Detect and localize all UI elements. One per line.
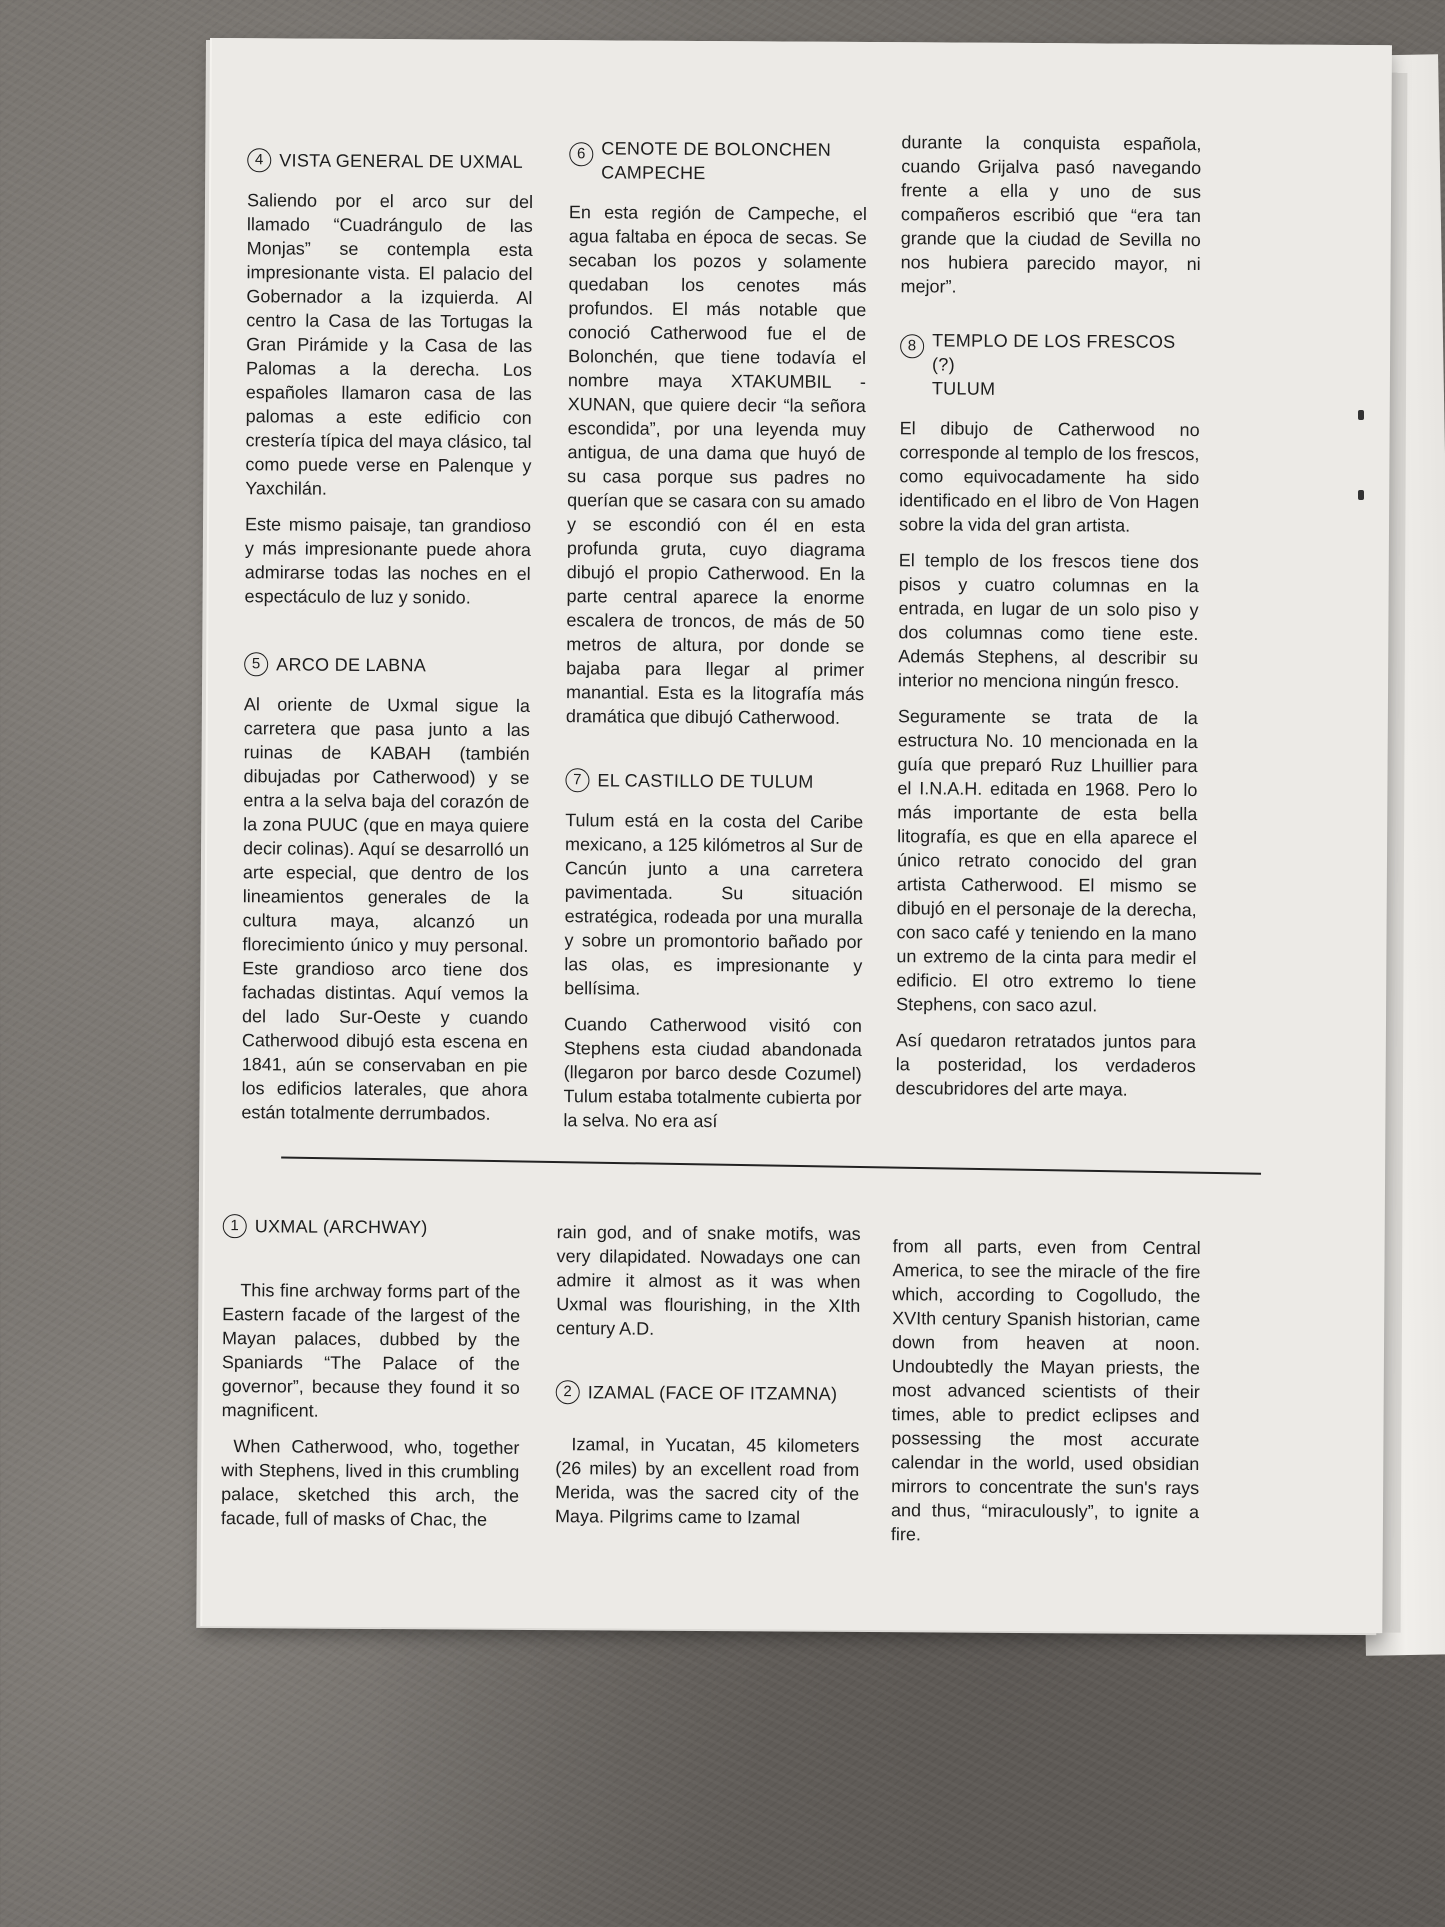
paragraph: rain god, and of snake motifs, was very dilapidated. Nowadays one can admire it almost as it was when Uxmal was flourishing, in the XIth century A.D. — [556, 1222, 861, 1339]
paragraph: Saliendo por el arco sur del llamado “Cuadrángulo de las Monjas” se contempla esta impresionante vista. El palacio del Gobernador a la izquierda. Al centro la Casa de las Tortugas la Gran Pirámide y la Casa de las Palomas a la derecha. Los españoles llamaron casa de las palomas a este edificio con crestería típica del maya clásico, tal como puede verse en Palenque y Yaxchilán. — [245, 190, 534, 499]
paragraph: En esta región de Campeche, el agua faltaba en época de secas. Se secaban los pozos y solamente quedaban los cenotes más profundos. El más notable que conoció Catherwood fue el de Bolonchén, que tiene todavía el nombre maya XTAKUMBIL - XUNAN, que quiere decir “la señora escondida”, por una leyenda muy antigua, de una dama que huyó de su casa porque sus padres no querían que se casara con su amado y se escondió con él en esta profunda gruta, cuyo diagrama dibujó el propio Catherwood. En la parte central aparece la enorme escalera de troncos, de más de 50 metros de altura, por donde se bajaba para llegar al primer manantial. Esta es la litografía más dramática que dibujó Catherwood. — [565, 202, 867, 728]
paragraph: Seguramente se trata de la estructura No. 10 mencionada en la guía que preparó Ruz Lhuillier para el I.N.A.H. editada en 1968. Pero lo más importante de esta bella litografía, es que en ella aparece el único retrato conocido del gran artista Catherwood. El mismo se dibujó en el personaje de la derecha, con saco café y teniendo en la mano un extremo de la cinta para medir el edificio. El otro extremo lo tiene Stephens, con saco azul. — [896, 706, 1198, 1016]
section-number-badge: 7 — [565, 768, 589, 792]
paragraph: This fine archway forms part of the Eastern facade of the largest of the Mayan palaces, dubbed by the Spaniards “The Palace of the governor”, because they found it so magnificent. — [221, 1280, 521, 1421]
section-number-badge: 6 — [569, 142, 593, 166]
binding-stitch — [1358, 410, 1364, 420]
section-title-line-1: TEMPLO DE LOS FRESCOS (?) — [931, 330, 1176, 375]
paragraph: Tulum está en la costa del Caribe mexicano, a 125 kilómetros al Sur de Cancún junto a una carretera pavimentada. Su situación estratégica, rodeada por una muralla y sobre un promontorio bañado por las olas, es impresionante y bellísima. — [564, 810, 864, 999]
top-column-2 — [563, 136, 867, 1146]
booklet-page — [202, 38, 1392, 1633]
paragraph: When Catherwood, who, together with Stephens, lived in this crumbling palace, sketched this arch, the facade, full of masks of Chac, the — [220, 1436, 520, 1530]
section-number-badge: 8 — [900, 334, 924, 358]
section-5-heading — [244, 652, 530, 678]
section-4-heading — [247, 148, 533, 174]
bottom-column-1 — [221, 1214, 521, 1544]
top-column-1 — [241, 148, 533, 1138]
section-title: VISTA GENERAL DE UXMAL — [279, 150, 523, 172]
section-title: ARCO DE LABNA — [276, 654, 427, 676]
bottom-column-3 — [891, 1234, 1201, 1560]
section-8-heading — [900, 328, 1200, 402]
section-number-badge: 2 — [556, 1380, 580, 1404]
section-7-heading — [565, 768, 863, 794]
section-title-line-1: CENOTE DE BOLONCHEN — [601, 138, 832, 160]
paragraph: El dibujo de Catherwood no corresponde al templo de los frescos, como equivocadamente ha sido identificado en el libro de Von Hagen sobre la vida del gran artista. — [898, 418, 1200, 536]
top-column-3 — [895, 130, 1201, 1114]
section-title: EL CASTILLO DE TULUM — [597, 770, 814, 792]
paragraph: Así quedaron retratados juntos para la posteridad, los verdaderos descubridores del arte maya. — [895, 1030, 1196, 1100]
section-number-badge: 1 — [223, 1214, 247, 1238]
section-6-heading — [569, 136, 867, 186]
bottom-column-2 — [555, 1220, 861, 1542]
binding-stitch — [1358, 490, 1364, 500]
section-number-badge: 4 — [247, 148, 271, 172]
section-number-badge: 5 — [244, 652, 268, 676]
paragraph: Cuando Catherwood visitó con Stephens esta ciudad abandonada (llegaron por barco desde Cozumel) Tulum estaba totalmente cubierta por la selva. No era así — [563, 1014, 863, 1132]
horizontal-divider — [281, 1156, 1261, 1174]
section-title: IZAMAL (FACE OF ITZAMNA) — [587, 1382, 838, 1404]
paragraph: Este mismo paisaje, tan grandioso y más impresionante puede ahora admirarse todas las noches en el espectáculo de luz y sonido. — [244, 514, 532, 608]
section-title-line-2: TULUM — [931, 378, 996, 399]
paragraph: Al oriente de Uxmal sigue la carretera que pasa junto a las ruinas de KABAH (también dibujadas por Catherwood) y se entra a la selva baja del corazón de la zona PUUC (que en maya quiere decir colinas). Aquí se desarrolló un arte especial, que dentro de los lineamientos generales de la cultura maya, alcanzó un florecimiento único y muy personal. Este grandioso arco tiene dos fachadas distintas. Aquí vemos la del lado Sur-Oeste y cuando Catherwood dibujó esta escena en 1841, aún se conservaban en pie los edificios laterales, que ahora están totalmente derrumbados. — [241, 694, 530, 1124]
paragraph: durante la conquista española, cuando Grijalva pasó navegando frente a ella y uno de sus compañeros escribió que “era tan grande que la ciudad de Sevilla no nos hubiera parecido mayor, ni mejor”. — [900, 132, 1202, 297]
section-title: UXMAL (ARCHWAY) — [254, 1216, 428, 1238]
section-2-heading — [556, 1380, 860, 1406]
paragraph: Izamal, in Yucatan, 45 kilometers (26 miles) by an excellent road from Merida, was the sacred city of the Maya. Pilgrims came to Izamal — [554, 1434, 860, 1528]
paragraph: El templo de los frescos tiene dos pisos y cuatro columnas en la entrada, en lugar de un solo piso y dos columnas como tiene este. Además Stephens, al describir su interior no menciona ningún fresco. — [898, 550, 1199, 692]
section-1-heading — [223, 1214, 521, 1240]
section-title-line-2: CAMPECHE — [601, 162, 706, 184]
paragraph: from all parts, even from Central America, to see the miracle of the fire which, according to Cogolludo, the XVIth century Spanish historian, came down from heaven at noon. Undoubtedly the Mayan priests, the most advanced scientists of their times, able to predict eclipses and possessing the most accurate calendar in the world, used obsidian mirrors to concentrate the sun's rays and thus, “miraculously”, to ignite a fire. — [890, 1236, 1201, 1545]
